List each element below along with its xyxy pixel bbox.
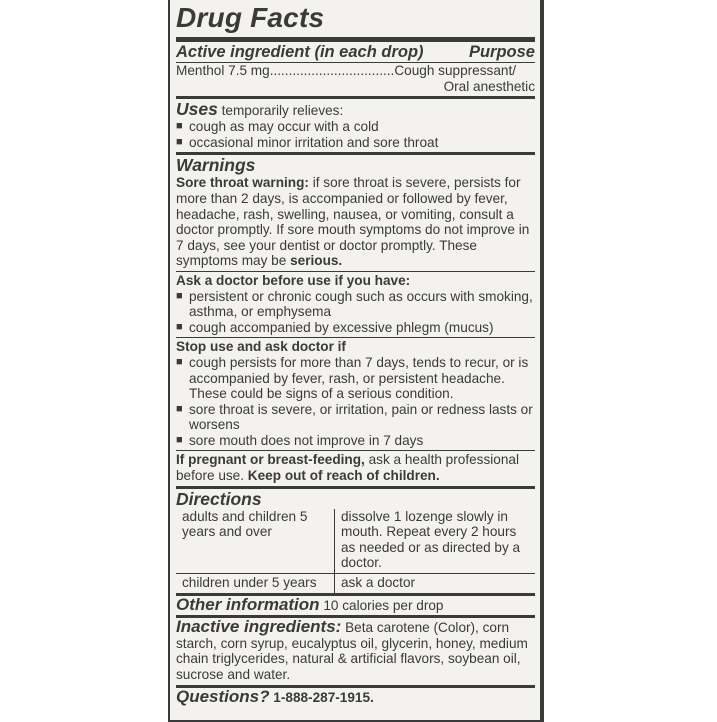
- directions-heading: Directions: [176, 488, 262, 509]
- stop-use-item: ■ cough persists for more than 7 days, tends to recur, or is accompanied by fever, rash, or persistent headache. These could be signs of a serious condition.: [176, 354, 529, 402]
- warnings-heading: Warnings: [176, 155, 256, 176]
- uses-heading: Uses: [176, 99, 218, 120]
- drug-facts-title: Drug Facts: [176, 0, 535, 42]
- uses-item: ■ occasional minor irritation and sore throat: [176, 134, 439, 150]
- active-ingredient-heading: Active ingredient (in each drop): [176, 43, 424, 61]
- active-ingredient-line: Menthol 7.5 mg.................................Cough suppressant/: [176, 63, 516, 78]
- sore-throat-warning: Sore throat warning: if sore throat is severe, persists for more than 2 days, is accompanied or followed by fever, headache, rash, swelling, nausea, or vomiting, consult a doctor promptly. If sore mouth symptoms do not improve in 7 days, see your dentist or doctor promptly. These symptoms may be serious.: [176, 175, 530, 269]
- stop-use-item: ■ sore mouth does not improve in 7 days: [176, 432, 424, 448]
- table-row: children under 5 years ask a doctor: [176, 574, 535, 593]
- stop-use-section: [176, 338, 535, 450]
- other-information-heading: Other information: [176, 594, 320, 614]
- ask-doctor-item: ■ persistent or chronic cough such as occurs with smoking, asthma, or emphysema: [176, 288, 533, 320]
- stop-use-heading: Stop use and ask doctor if: [176, 339, 346, 355]
- bullet-square-icon: ■: [176, 433, 183, 446]
- inactive-ingredients-heading: Inactive ingredients:: [176, 617, 342, 637]
- bullet-square-icon: ■: [176, 402, 183, 415]
- bullet-square-icon: ■: [176, 289, 183, 302]
- bullet-square-icon: ■: [176, 355, 183, 368]
- purpose-continuation: Oral anesthetic: [443, 78, 535, 94]
- uses-item: ■ cough as may occur with a cold: [176, 119, 379, 135]
- active-ingredient-section: [176, 42, 535, 96]
- directions-table: [176, 509, 535, 593]
- inactive-ingredients-section: Inactive ingredients: Beta carotene (Color), corn starch, corn syrup, eucalyptus oil, glycerin, honey, medium chain triglycerides, natural & artificial flavors, soybean oil, sucrose and water.: [176, 617, 528, 682]
- purpose-heading: Purpose: [468, 43, 535, 61]
- questions-heading: Questions?: [176, 686, 270, 706]
- ask-doctor-section: [176, 272, 535, 337]
- pregnancy-warning: If pregnant or breast-feeding, ask a health professional before use. Keep out of reach of children.: [176, 452, 519, 484]
- uses-intro: temporarily relieves:: [217, 103, 344, 119]
- uses-section: [176, 99, 535, 152]
- bullet-square-icon: ■: [176, 320, 183, 333]
- keep-out-of-reach: Keep out of reach of children.: [247, 468, 440, 484]
- drug-facts-panel: [168, 0, 544, 722]
- phone-number: 1-888-287-1915.: [269, 689, 374, 705]
- ask-doctor-heading: Ask a doctor before use if you have:: [176, 272, 411, 288]
- ask-doctor-item: ■ cough accompanied by excessive phlegm (mucus): [176, 319, 494, 335]
- stop-use-item: ■ sore throat is severe, or irritation, pain or redness lasts or worsens: [176, 401, 533, 433]
- other-information-section: Other information 10 calories per drop: [176, 594, 444, 614]
- questions-section: [176, 688, 535, 708]
- table-row: adults and children 5 years and over dissolve 1 lozenge slowly in mouth. Repeat every 2 hours as needed or as directed by a doctor.: [176, 509, 535, 574]
- bullet-square-icon: ■: [176, 120, 183, 133]
- bullet-square-icon: ■: [176, 135, 183, 148]
- directions-section: [176, 489, 535, 593]
- warnings-section: [176, 155, 535, 271]
